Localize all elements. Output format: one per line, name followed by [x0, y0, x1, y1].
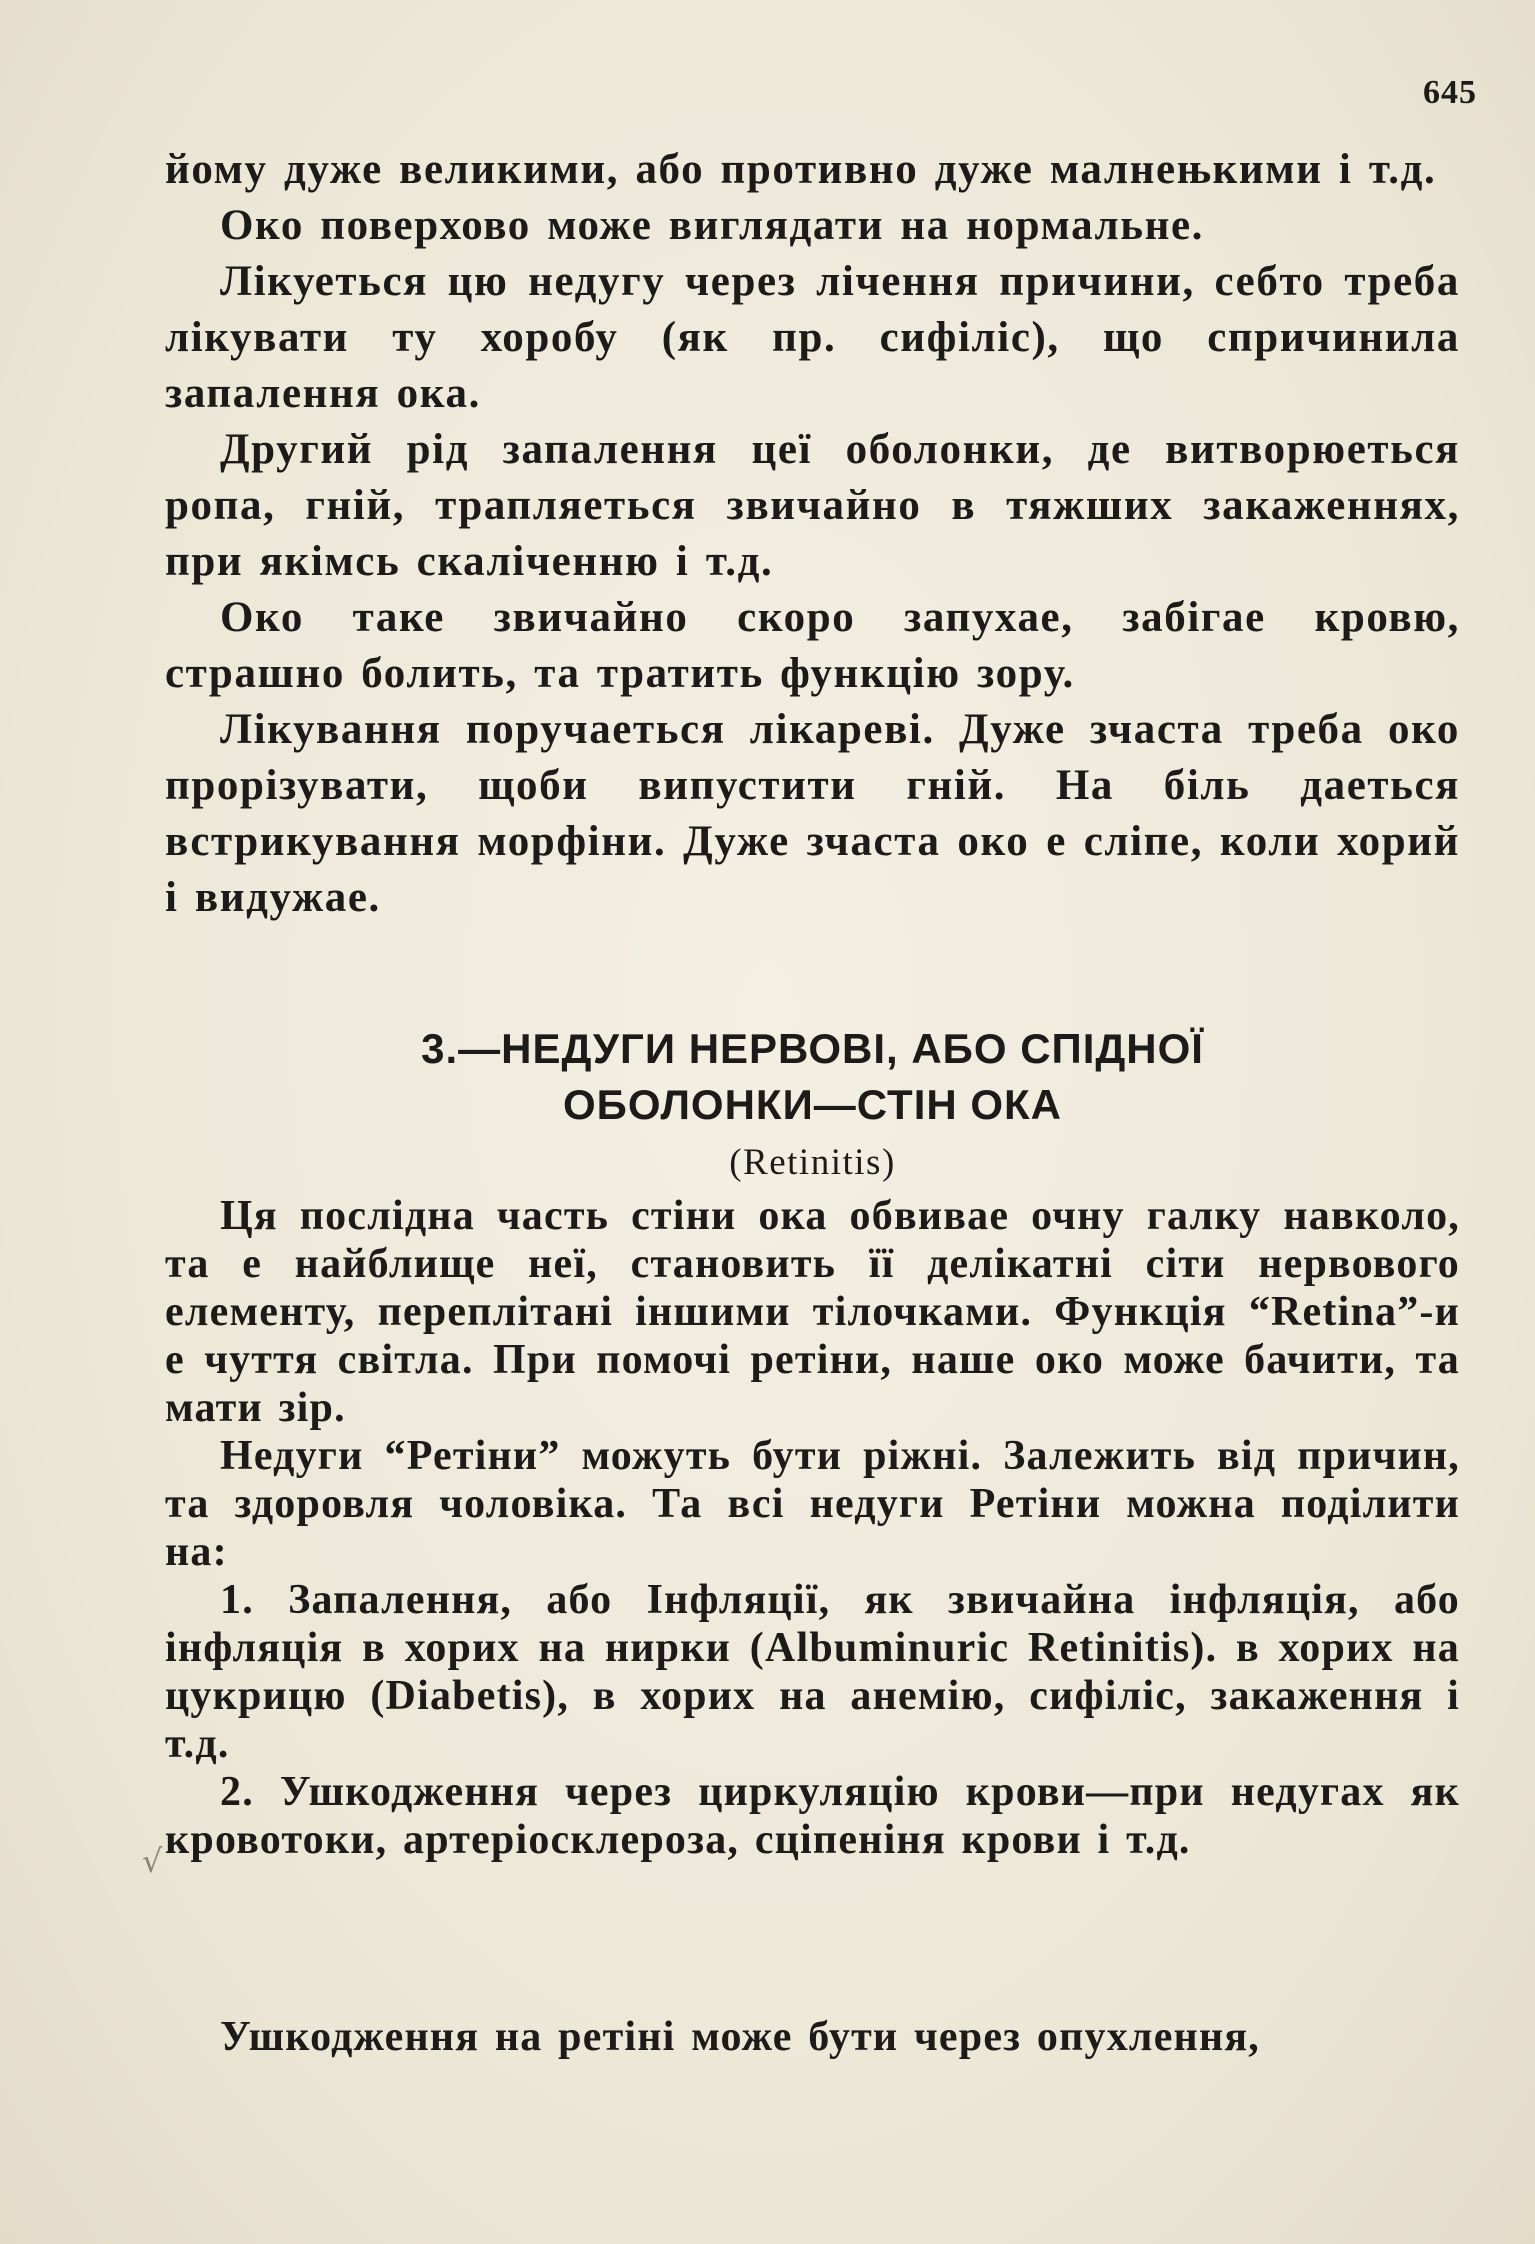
section-heading-line-1: 3.—НЕДУГИ НЕРВОВІ, АБО СПІДНОЇ	[421, 1025, 1204, 1072]
pencil-check-mark: √	[142, 1842, 163, 1880]
paragraph: Око таке звичайно скоро запухае, забігае кровю, страшно болить, та тратить функцію зору.	[165, 594, 1460, 697]
paragraph: Ця послідна часть стіни ока обвивае очну галку навколо, та е найблище неї, становить її делікатні сіти нервового елементу, переплітані іншими тілочками. Функція “Retina”-и е чуття світла. При помочі ретіни, наше око може бачити, та мати зір.	[165, 1193, 1460, 1431]
paragraph: Недуги “Ретіни” можуть бути ріжні. Залежить від причин, та здоровля чоловіка. Та всі недуги Ретіни можна поділити на:	[165, 1433, 1460, 1575]
section-2-text	[165, 1192, 1460, 1864]
paragraph: Лікування поручаеться лікареві. Дуже зчаста треба око прорізувати, щоби випустити гній. На біль даеться встрикування морфіни. Дуже зчаста око е сліпе, коли хорий і видужае.	[165, 706, 1460, 921]
paragraph-last-line: Ушкодження на ретіні може бути через опухлення,	[220, 2014, 1260, 2060]
list-item: 2. Ушкодження через циркуляцію крови—при недугах як кровотоки, артеріосклероза, сціпеніня крови і т.д.	[165, 1769, 1460, 1863]
section-2-final-text	[165, 2012, 1460, 2062]
section-heading-line-2: ОБОЛОНКИ—СТІН ОКА	[562, 1081, 1062, 1128]
paragraph: Лікуеться цю недугу через лічення причини, себто треба лікувати ту хоробу (як пр. сифіліс), що спричинила запалення ока.	[165, 258, 1460, 417]
paragraph: Око поверхово може виглядати на нормальне.	[220, 202, 1205, 249]
list-item: 1. Запалення, або Інфляції, як звичайна інфляція, або інфляція в хорих на нирки (Albuminuric Retinitis). в хорих на цукрицю (Diabetis), в хорих на анемію, сифіліс, закаження і т.д.	[165, 1577, 1460, 1767]
section-subheading-latin: (Retinitis)	[729, 1142, 896, 1183]
paragraph: Другий рід запалення цеї оболонки, де витворюеться ропа, гній, трапляеться звичайно в тяжших закаженнях, при якімсь скаліченню і т.д.	[165, 426, 1460, 585]
section-1-text	[165, 142, 1460, 926]
paragraph-continued: йому дуже великими, або противно дуже малнењкими і т.д.	[165, 146, 1437, 193]
page-number: 645	[1423, 74, 1477, 111]
